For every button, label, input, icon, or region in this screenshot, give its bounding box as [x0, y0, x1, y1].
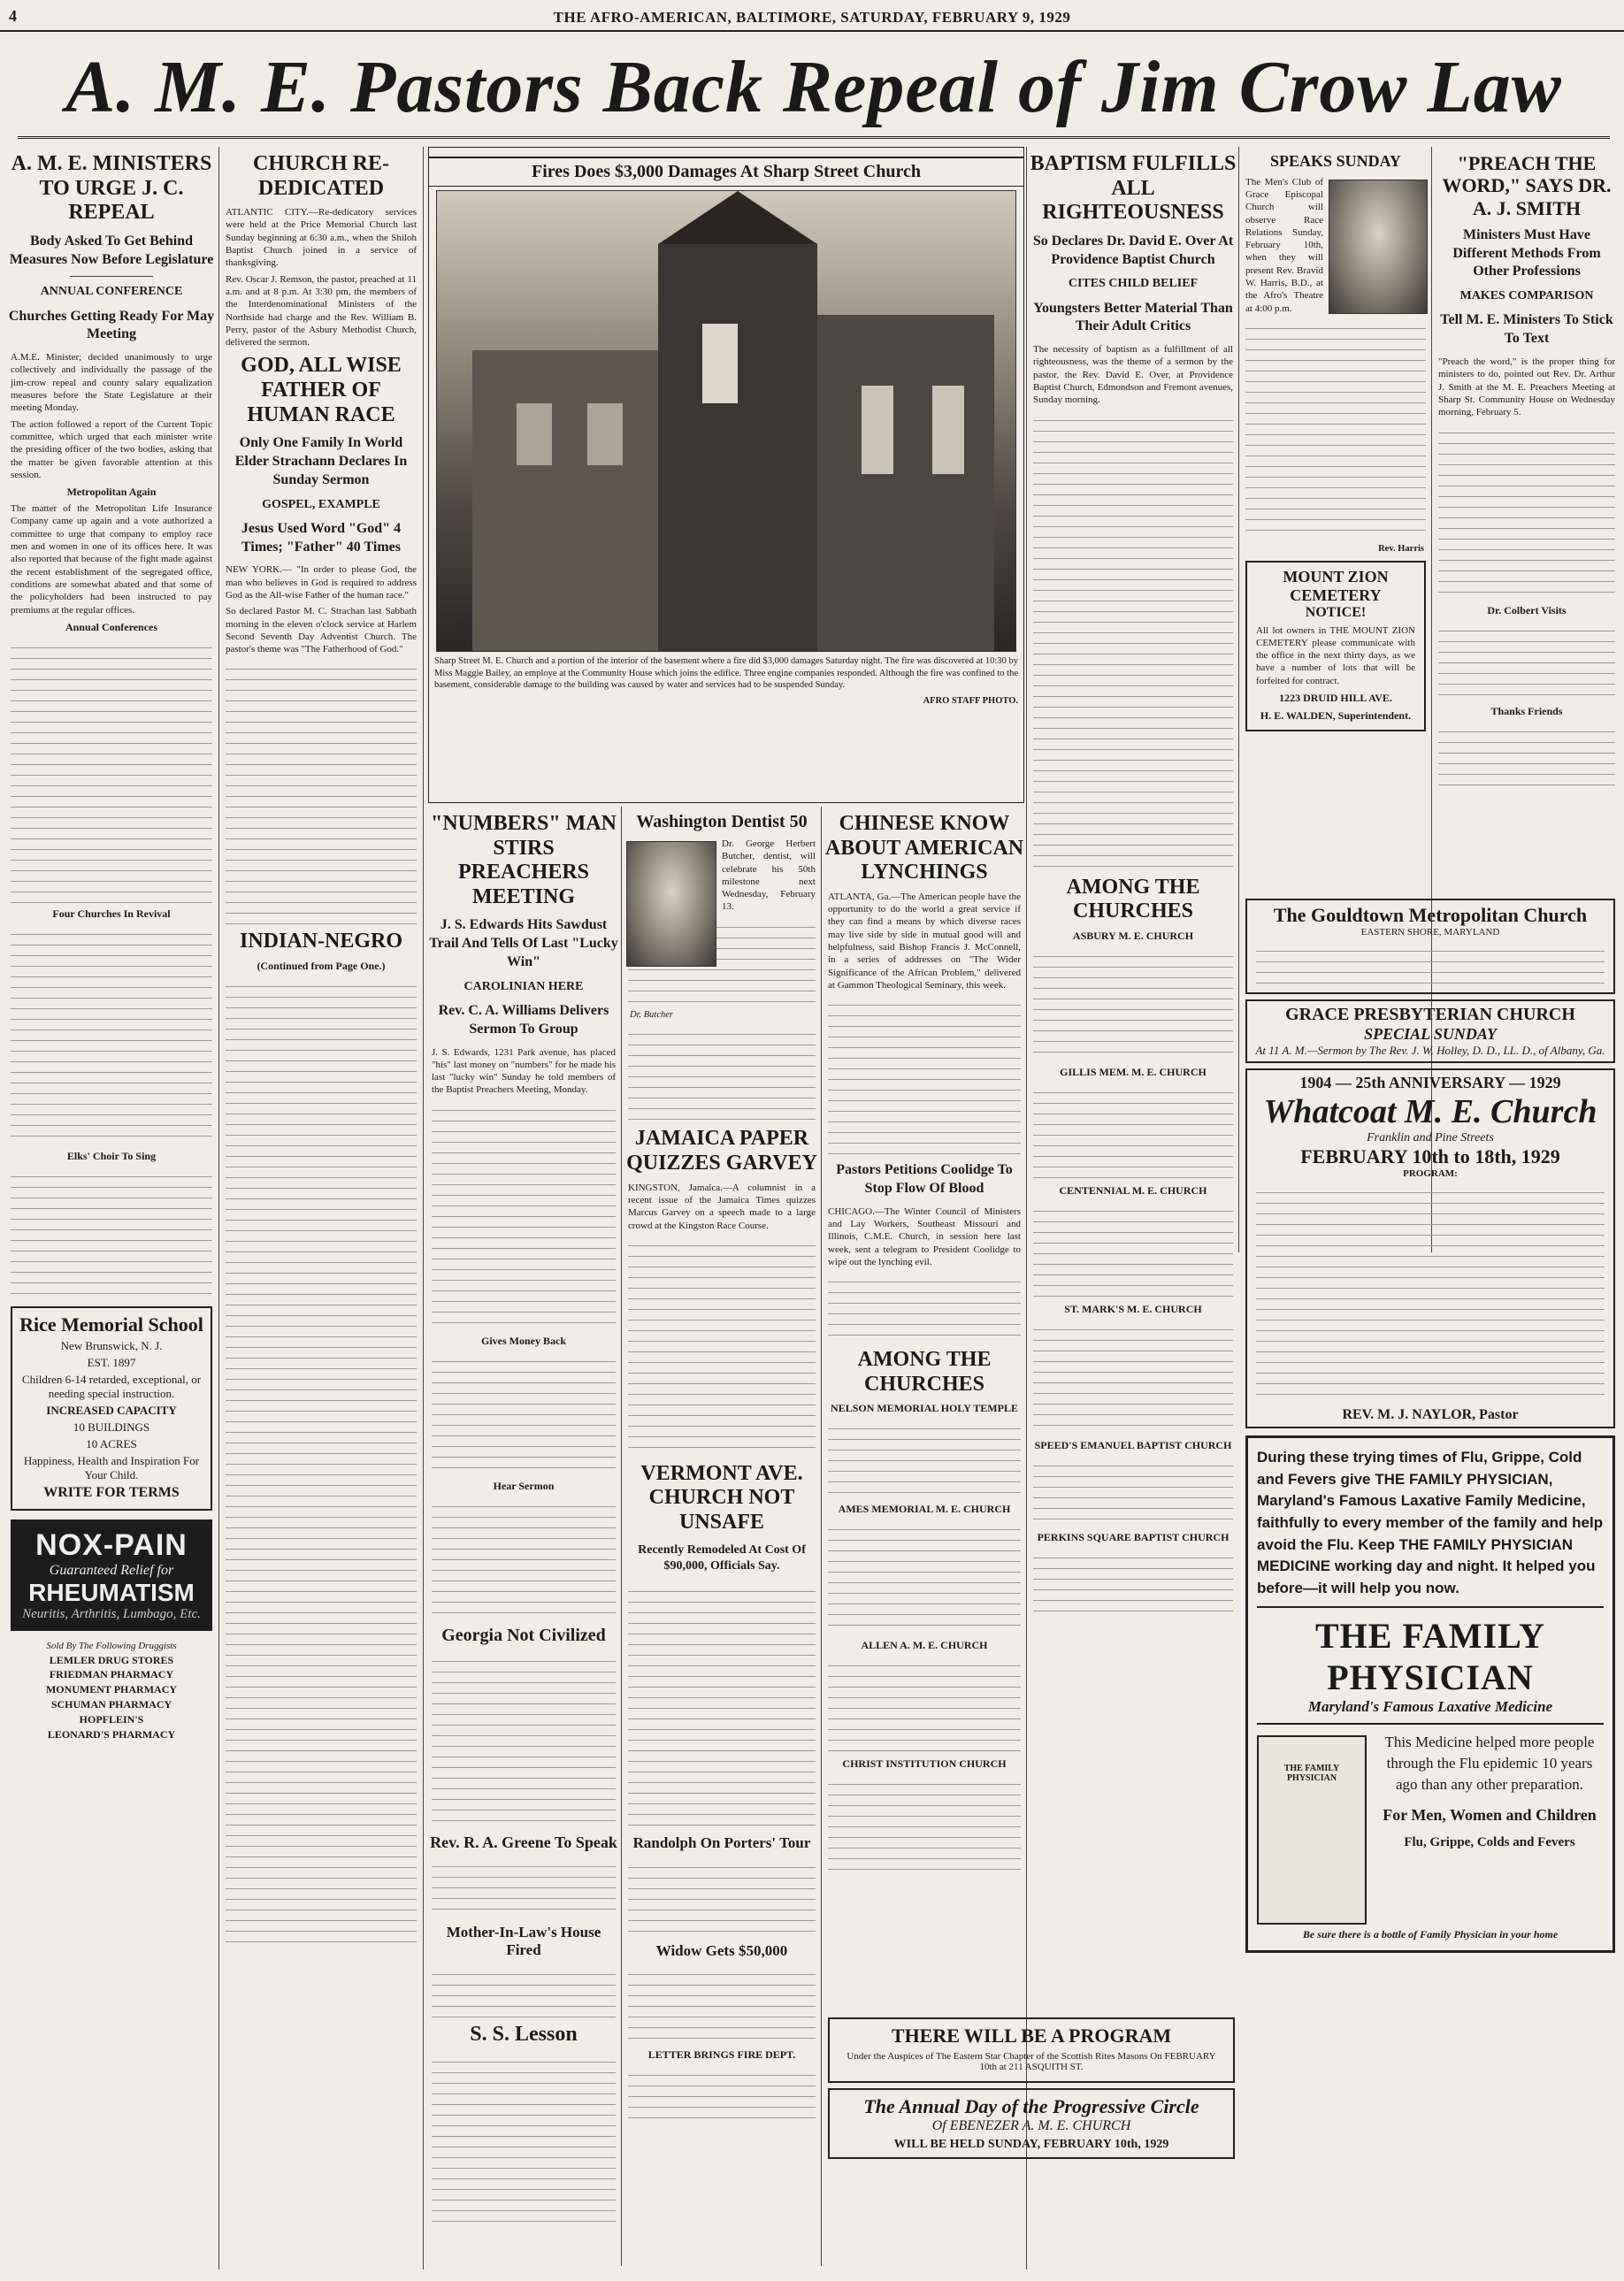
fp-right-2: For Men, Women and Children	[1383, 1805, 1597, 1824]
druggist-list	[11, 1640, 212, 1742]
indian-negro-headline: INDIAN-NEGRO	[239, 930, 402, 953]
church-listing: CHRIST INSTITUTION CHURCH	[842, 1757, 1007, 1771]
rededicated-para-2: Rev. Oscar J. Remson, the pastor, preached at 11 a.m. and at 8 p.m. At 3:30 pm, the members of the Interdenominational Ministers of the Northside had charge and the Rev. William B. Perry, pastor of the Asbury Methodist Church, delivered the sermon.	[226, 273, 417, 348]
georgia-headline: Georgia Not Civilized	[441, 1625, 606, 1645]
fire-caption: Sharp Street M. E. Church and a portion of the interior of the basement where a fire did $3,000 damages Saturday night. The fire was discovered at 10:30 by Miss Maggie Bailey, an employe at the Community House which joins the edifice. Three engine companies responded. Although the fire was confined to the basement, considerable damage to the building was caused by water and services had to be suspended Sunday.	[434, 656, 1018, 691]
ame-section-head: Annual Conferences	[65, 620, 158, 633]
text-block	[1256, 1183, 1605, 1404]
column-rule	[218, 147, 219, 2270]
column-rule	[821, 807, 822, 2266]
grace-title: GRACE PRESBYTERIAN CHURCH	[1285, 1005, 1575, 1024]
rice-sub: New Brunswick, N. J.	[60, 1338, 163, 1352]
fp-right-1: This Medicine helped more people through the Flu epidemic 10 years ago than any other preparation.	[1384, 1734, 1595, 1794]
druggist: LEMLER DRUG STORES	[49, 1653, 174, 1666]
numbers-para-1: J. S. Edwards, 1231 Park avenue, has placed "his" last money on "numbers" for he made his last "lucky win" Sunday he told members of the Baptist Preachers Meeting, Monday.	[432, 1046, 616, 1096]
preach-headline: "PREACH THE WORD," SAYS DR. A. J. SMITH	[1442, 152, 1612, 219]
gouldtown-sub: EASTERN SHORE, MARYLAND	[1360, 927, 1500, 938]
right-ads	[1242, 893, 1619, 2238]
text-block	[11, 638, 212, 903]
continued-note: (Continued from Page One.)	[257, 960, 386, 973]
whatcoat-street: Franklin and Pine Streets	[1367, 1131, 1494, 1144]
fire-story	[428, 147, 1024, 803]
grace-para: At 11 A. M.—Sermon by The Rev. J. W. Holley, D. D., LL. D., of Albany, Ga.	[1255, 1044, 1605, 1057]
preach-section: Thanks Friends	[1490, 704, 1563, 717]
text-block	[1033, 1201, 1233, 1298]
god-para-2: So declared Pastor M. C. Strachan last Sabbath morning in the eleven o'clock service at Harlem Second Seventh Day Adventist Church. The pastor's theme was "The Fatherhood of God."	[226, 606, 417, 655]
widow-headline: Widow Gets $50,000	[655, 1941, 788, 1959]
mz-notice: NOTICE!	[1305, 604, 1367, 620]
greene-headline: Rev. R. A. Greene To Speak	[430, 1833, 617, 1851]
folio-bar	[0, 5, 1624, 32]
column-2	[222, 147, 420, 2270]
dateline: THE AFRO-AMERICAN, BALTIMORE, SATURDAY, FEBRUARY 9, 1929	[553, 9, 1071, 26]
ame-deck-2: ANNUAL CONFERENCE	[40, 285, 183, 299]
text-block	[226, 976, 417, 1949]
nox-pain-ad	[11, 1519, 212, 1631]
fire-title: Fires Does $3,000 Damages At Sharp Street Church	[429, 157, 1023, 187]
god-deck-3: Jesus Used Word "God" 4 Times; "Father" 40 Times	[241, 520, 402, 555]
church-listing: SPEED'S EMANUEL BAPTIST CHURCH	[1034, 1438, 1232, 1451]
text-block	[1033, 1083, 1233, 1180]
speaks-para: The Men's Club of Grace Episcopal Church will observe Race Relations Sunday, February 10th, when they will present Rev. Bravid W. Harris, B.D., at the Afro's Theatre at 4:00 p.m.	[1245, 176, 1323, 314]
rice-line: 10 ACRES	[86, 1436, 137, 1451]
druggist: SCHUMAN PHARMACY	[50, 1698, 172, 1711]
dentist-column	[624, 807, 819, 2266]
grace-ad	[1245, 999, 1615, 1063]
text-block	[828, 1656, 1021, 1753]
baptism-deck-1: So Declares Dr. David E. Over At Providence Baptist Church	[1032, 233, 1234, 267]
text-block	[11, 924, 212, 1145]
text-block	[828, 995, 1021, 1154]
program-block	[824, 2012, 1238, 2269]
text-block	[628, 1964, 816, 2044]
baptism-para: The necessity of baptism as a fulfillment of all righteousness, was the theme of a sermon by the pastor, the Rev. David E. Over, at Providence Baptist Church, Edmondson and Fremont avenues, Sunday morning.	[1033, 344, 1233, 406]
speaks-headline: SPEAKS SUNDAY	[1270, 152, 1401, 170]
mz-title: MOUNT ZION CEMETERY	[1283, 567, 1389, 604]
window	[702, 324, 738, 403]
mount-zion-ad	[1245, 561, 1426, 731]
nox-title: NOX-PAIN	[35, 1527, 188, 1562]
text-block	[628, 1857, 816, 1937]
chinese-headline: CHINESE KNOW ABOUT AMERICAN LYNCHINGS	[824, 812, 1024, 884]
ame-section-head: Metropolitan Again	[66, 486, 157, 499]
divider	[70, 276, 153, 277]
fp-bottle	[1257, 1735, 1367, 1925]
numbers-column	[428, 807, 619, 2266]
column-rule	[1238, 147, 1239, 1252]
preach-section: Dr. Colbert Visits	[1487, 603, 1567, 616]
god-father-headline: GOD, ALL WISE FATHER OF HUMAN RACE	[241, 354, 402, 426]
window	[587, 403, 623, 465]
text-block	[1438, 621, 1615, 700]
rice-line: 10 BUILDINGS	[73, 1420, 150, 1434]
church-listing: GILLIS MEM. M. E. CHURCH	[1060, 1065, 1207, 1078]
text-block	[1256, 941, 1605, 985]
text-block	[1033, 1548, 1233, 1619]
window	[862, 386, 893, 474]
church-listing: ST. MARK'S M. E. CHURCH	[1064, 1302, 1202, 1315]
text-block	[432, 1964, 616, 2017]
rice-line: Happiness, Health and Inspiration For Your Child.	[23, 1453, 200, 1481]
fp-tagline: Maryland's Famous Laxative Medicine	[1307, 1698, 1553, 1716]
text-block	[11, 1167, 212, 1299]
preach-deck-2: MAKES COMPARISON	[1459, 289, 1594, 303]
program-sub: Under the Auspices of The Eastern Star Chapter of the Scottish Rites Masons On FEBRUARY 10th at 211 ASQUITH ST.	[846, 2051, 1216, 2072]
whatcoat-pastor: REV. M. J. NAYLOR, Pastor	[1342, 1407, 1519, 1422]
ame-ministers-headline: A. M. E. MINISTERS TO URGE J. C. REPEAL	[11, 152, 212, 225]
nox-product: RHEUMATISM	[28, 1578, 195, 1606]
jamaica-headline: JAMAICA PAPER QUIZZES GARVEY	[626, 1127, 817, 1175]
church-listing: NELSON MEMORIAL HOLY TEMPLE	[831, 1402, 1018, 1415]
text-block	[432, 1496, 616, 1620]
druggist: LEONARD'S PHARMACY	[47, 1727, 176, 1741]
whatcoat-program: PROGRAM:	[1403, 1168, 1458, 1179]
harris-caption: Rev. Harris	[1378, 543, 1424, 554]
program-title: THERE WILL BE A PROGRAM	[891, 2025, 1172, 2047]
preach-para: "Preach the word," is the proper thing for ministers to do, pointed out Rev. Dr. Arthur J. Smith at the M. E. Preachers Meeting at Sharp St. Community House on Wednesday morning, February 5.	[1438, 356, 1615, 418]
fp-footer: Be sure there is a bottle of Family Physician in your home	[1302, 1928, 1559, 1941]
jamaica-para: KINGSTON, Jamaica.—A columnist in a recent issue of the Jamaica Times quizzes Marcus Garvey on a speech made to a large crowd at the Kingston Race Course.	[628, 1182, 816, 1231]
baptism-column	[1030, 147, 1237, 2004]
druggist-head: Sold By The Following Druggists	[46, 1640, 177, 1651]
banner-headline: A. M. E. Pastors Back Repeal of Jim Crow Law	[18, 39, 1610, 139]
numbers-section: Gives Money Back	[481, 1334, 566, 1347]
text-block	[828, 1272, 1021, 1343]
ame-section-head: Elks' Choir To Sing	[66, 1149, 157, 1162]
ss-lesson-headline: S. S. Lesson	[470, 2022, 578, 2046]
church-nave	[817, 315, 994, 651]
text-block	[628, 2065, 816, 2118]
fire-credit: AFRO STAFF PHOTO.	[923, 695, 1018, 706]
nox-tagline: Guaranteed Relief for	[49, 1562, 174, 1578]
church-listing: CENTENNIAL M. E. CHURCH	[1059, 1183, 1207, 1197]
rice-est: EST. 1897	[87, 1355, 136, 1369]
text-block	[1033, 1320, 1233, 1435]
baptism-deck-2: CITES CHILD BELIEF	[1068, 277, 1199, 291]
rice-line: Children 6-14 retarded, exceptional, or needing special instruction.	[21, 1372, 202, 1400]
god-para-1: NEW YORK.— "In order to please God, the man who believes in God is required to address God as the All-wise Father of the human race."	[226, 564, 417, 601]
gouldtown-ad	[1245, 899, 1615, 994]
page-number: 4	[9, 7, 17, 25]
god-deck-1: Only One Family In World Elder Strachann Declares In Sunday Sermon	[234, 435, 408, 487]
mz-para: All lot owners in THE MOUNT ZION CEMETERY please communicate with the office in the next thirty days, as we have a number of lots that will be forfeited for contract.	[1256, 624, 1415, 686]
church-photo	[436, 190, 1016, 652]
fp-title: THE FAMILY PHYSICIAN	[1314, 1616, 1546, 1698]
baptism-deck-3: Youngsters Better Material Than Their Adult Critics	[1033, 300, 1233, 334]
among-churches-headline: AMONG THE CHURCHES	[857, 1348, 992, 1396]
preach-deck-1: Ministers Must Have Different Methods From Other Professions	[1452, 226, 1601, 279]
annual-date: WILL BE HELD SUNDAY, FEBRUARY 10th, 1929	[893, 2138, 1169, 2151]
family-physician-ad	[1245, 1435, 1615, 1953]
mz-super: H. E. WALDEN, Superintendent.	[1260, 709, 1412, 723]
whatcoat-dates: FEBRUARY 10th to 18th, 1929	[1300, 1145, 1560, 1167]
text-block	[432, 1351, 616, 1475]
text-block	[828, 1519, 1021, 1634]
harris-portrait	[1329, 180, 1428, 314]
druggist: FRIEDMAN PHARMACY	[49, 1668, 174, 1681]
text-block	[1033, 946, 1233, 1061]
text-block	[1438, 423, 1615, 600]
ame-para-2: The action followed a report of the Current Topic committee, which urged that each minister write the presiding officer of the two bodies, asking that the matter be given favorable attention at this session.	[11, 418, 212, 480]
numbers-deck-3: Rev. C. A. Williams Delivers Sermon To Group	[438, 1002, 609, 1037]
grace-special: SPECIAL SUNDAY	[1364, 1025, 1497, 1043]
fp-right-3: Flu, Grippe, Colds and Fevers	[1404, 1834, 1575, 1849]
annual-day-box	[828, 2088, 1235, 2159]
whatcoat-anniversary: 1904 — 25th ANNIVERSARY — 1929	[1299, 1074, 1561, 1091]
rice-school-ad	[11, 1306, 212, 1511]
gouldtown-title: The Gouldtown Metropolitan Church	[1273, 904, 1588, 926]
church-listing: ASBURY M. E. CHURCH	[1072, 929, 1194, 942]
dentist-portrait	[626, 841, 716, 967]
window	[932, 386, 964, 474]
text-block	[1438, 722, 1615, 792]
dentist-para: Dr. George Herbert Butcher, dentist, will celebrate his 50th milestone next Wednesday, February 13.	[722, 838, 816, 913]
whatcoat-title: Whatcoat M. E. Church	[1263, 1093, 1597, 1130]
ame-deck-3: Churches Getting Ready For May Meeting	[8, 308, 215, 342]
text-block	[226, 659, 417, 924]
text-block	[1033, 410, 1233, 870]
nox-conditions: Neuritis, Arthritis, Lumbago, Etc.	[22, 1606, 201, 1621]
randolph-headline: Randolph On Porters' Tour	[632, 1833, 811, 1851]
ame-para-3: The matter of the Metropolitan Life Insurance Company came up again and a vote authorized a committee to urge that company to employ race men and women in one of its offices here. It was also reported that because of the fight made against the recent establishment of the segregated office, conditions are somewhat abated and that some of the policyholders had been instructed to pay premiums at the regular offices.	[11, 503, 212, 616]
mother-in-law-headline: Mother-In-Law's House Fired	[446, 1924, 601, 1958]
vermont-deck: Recently Remodeled At Cost Of $90,000, Officials Say.	[638, 1542, 806, 1573]
text-block	[828, 1419, 1021, 1498]
chinese-column	[824, 807, 1024, 2001]
text-block	[432, 1856, 616, 1918]
annual-title: The Annual Day of the Progressive Circle	[863, 2095, 1199, 2117]
vermont-headline: VERMONT AVE. CHURCH NOT UNSAFE	[640, 1461, 803, 1534]
fp-text: During these trying times of Flu, Grippe, Cold and Fevers give THE FAMILY PHYSICIAN, Maryland's Famous Laxative Family Medicine, faithfully to every member of the family and help avoid the Flu. Keep THE FAMILY PHYSICIAN MEDICINE working day and night. It helped you before—it will help you now.	[1257, 1449, 1604, 1596]
letter-head: LETTER BRINGS FIRE DEPT.	[647, 2048, 796, 2062]
church-listing: AMES MEMORIAL M. E. CHURCH	[838, 1503, 1011, 1516]
church-roof	[658, 191, 817, 244]
column-rule	[1026, 147, 1027, 2270]
numbers-section: Hear Sermon	[493, 1479, 555, 1492]
ame-section-head: Four Churches In Revival	[52, 907, 171, 920]
preach-deck-3: Tell M. E. Ministers To Stick To Text	[1440, 312, 1613, 347]
numbers-deck-1: J. S. Edwards Hits Sawdust Trail And Tells Of Last "Lucky Win"	[429, 917, 618, 969]
text-block	[628, 1581, 816, 1829]
side-building	[472, 350, 658, 651]
pastors-petition-head: Pastors Petitions Coolidge To Stop Flow Of Blood	[836, 1162, 1013, 1196]
mz-address: 1223 DRUID HILL AVE.	[1279, 692, 1392, 705]
church-listing: ALLEN A. M. E. CHURCH	[861, 1639, 988, 1652]
numbers-deck-2: CAROLINIAN HERE	[463, 979, 584, 993]
text-block	[432, 2052, 616, 2229]
column-rule	[423, 147, 424, 2270]
text-block	[1245, 318, 1426, 540]
petition-para: CHICAGO.—The Winter Council of Ministers and Lay Workers, Southeast Missouri and Illinois, C.M.E. Church, in session here last week, sent a telegram to President Coolidge to wipe out the lynching evil.	[828, 1206, 1021, 1267]
column-rule	[621, 807, 622, 2266]
rededicated-para-1: ATLANTIC CITY.—Re-dedicatory services were held at the Price Memorial Church last Sunday beginning at 6:30 a.m., when the Shiloh Baptist Church joined in a service of thanksgiving.	[226, 207, 417, 269]
text-block	[432, 1100, 616, 1330]
church-photo-svg	[437, 191, 1015, 651]
text-block	[432, 1651, 616, 1828]
annual-church: Of EBENEZER A. M. E. CHURCH	[931, 2118, 1131, 2133]
text-block	[628, 1024, 816, 1121]
ame-para-1: A.M.E. Minister; decided unanimously to urge collectively and individually the passage of the jim-crow repeal and county salary equalization measures before the State Legislature at their meeting Monday.	[11, 352, 212, 414]
church-rededicated-headline: CHURCH RE-DEDICATED	[253, 152, 389, 200]
text-block	[1033, 1456, 1233, 1527]
ame-deck-1: Body Asked To Get Behind Measures Now Before Legislature	[9, 233, 214, 267]
rice-line: INCREASED CAPACITY	[46, 1403, 177, 1417]
church-tower	[658, 244, 817, 651]
druggist: HOPFLEIN'S	[79, 1713, 144, 1726]
text-block	[828, 1774, 1021, 1871]
rice-title: Rice Memorial School	[19, 1313, 203, 1336]
church-listing: PERKINS SQUARE BAPTIST CHURCH	[1037, 1530, 1229, 1543]
whatcoat-ad	[1245, 1068, 1615, 1428]
window	[517, 403, 552, 465]
dentist-caption: Dr. Butcher	[630, 1009, 673, 1020]
among-churches-2-headline: AMONG THE CHURCHES	[1066, 875, 1200, 923]
god-deck-2: GOSPEL, EXAMPLE	[262, 497, 380, 511]
druggist: MONUMENT PHARMACY	[45, 1683, 178, 1696]
column-1	[7, 147, 216, 2270]
text-block	[628, 1236, 816, 1457]
fp-bottle-label: THE FAMILY PHYSICIAN	[1283, 1764, 1340, 1784]
baptism-headline: BAPTISM FULFILLS ALL RIGHTEOUSNESS	[1030, 152, 1237, 225]
numbers-headline: "NUMBERS" MAN STIRS PREACHERS MEETING	[431, 812, 617, 908]
dentist-headline: Washington Dentist 50	[636, 812, 808, 831]
chinese-para: ATLANTA, Ga.—The American people have the opportunity to do the world a great service if they can find a means by which diverse races may live side by side in mutual good will and helpfulness, said Bishop Francis J. McConnell, in a series of addresses on "The Wider Significance of the African Problem," delivered at Gammon Theological Seminary, this week.	[828, 891, 1021, 991]
rice-line: WRITE FOR TERMS	[43, 1484, 180, 1500]
program-box	[828, 2017, 1235, 2083]
